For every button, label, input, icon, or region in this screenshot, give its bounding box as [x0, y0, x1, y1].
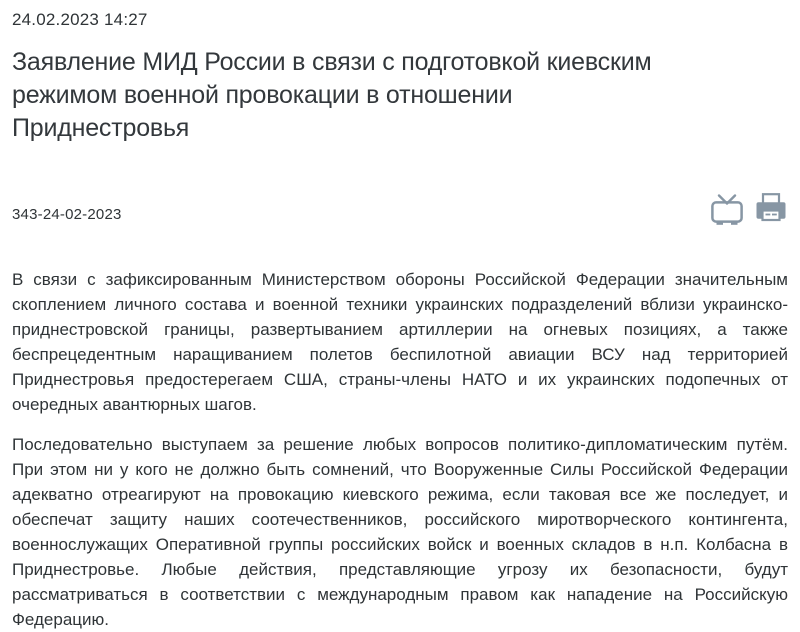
publish-datetime: 24.02.2023 14:27 — [12, 10, 148, 29]
page-title-line: режимом военной провокации в отношении — [12, 81, 513, 109]
page-title — [12, 46, 788, 145]
page-title-line: Заявление МИД России в связи с подготовкой киевским — [12, 48, 652, 76]
paragraph: В связи с зафиксированным Министерством обороны Российской Федерации значительным скоплением личного состава и военной техники украинских подразделений вблизи украинско-приднестровской границы, развертыванием артиллерии на огневых позициях, а также беспрецедентным наращиванием полетов беспилотной авиации ВСУ над территорией Приднестровья предостерегаем США, страны-члены НАТО и их украинских подопечных от очередных авантюрных шагов. — [12, 270, 788, 414]
meta-row — [12, 193, 788, 225]
page-title-line: Приднестровья — [12, 114, 190, 142]
paragraph: Последовательно выступаем за решение любых вопросов политико-дипломатическим путём. При этом ни у кого не должно быть сомнений, что Вооруженные Силы Российской Федерации адекватно отреагируют на провокацию киевского режима, если таковая все же последует, и обеспечат защиту наших соотечественников, российского миротворческого контингента, военнослужащих Оперативной группы российских войск и военных складов в н.п. Колбасна в Приднестровье. Любые действия, представляющие угрозу их безопасности, будут рассматриваться в соответствии с международным правом как нападение на Российскую Федерацию. — [12, 435, 788, 629]
document-number: 343-24-02-2023 — [12, 206, 122, 223]
printer-icon — [754, 213, 788, 228]
print-button[interactable] — [754, 193, 788, 225]
statement-body — [12, 267, 788, 632]
tv-icon — [709, 213, 745, 228]
tv-button[interactable] — [709, 194, 745, 225]
action-icons — [709, 193, 788, 225]
